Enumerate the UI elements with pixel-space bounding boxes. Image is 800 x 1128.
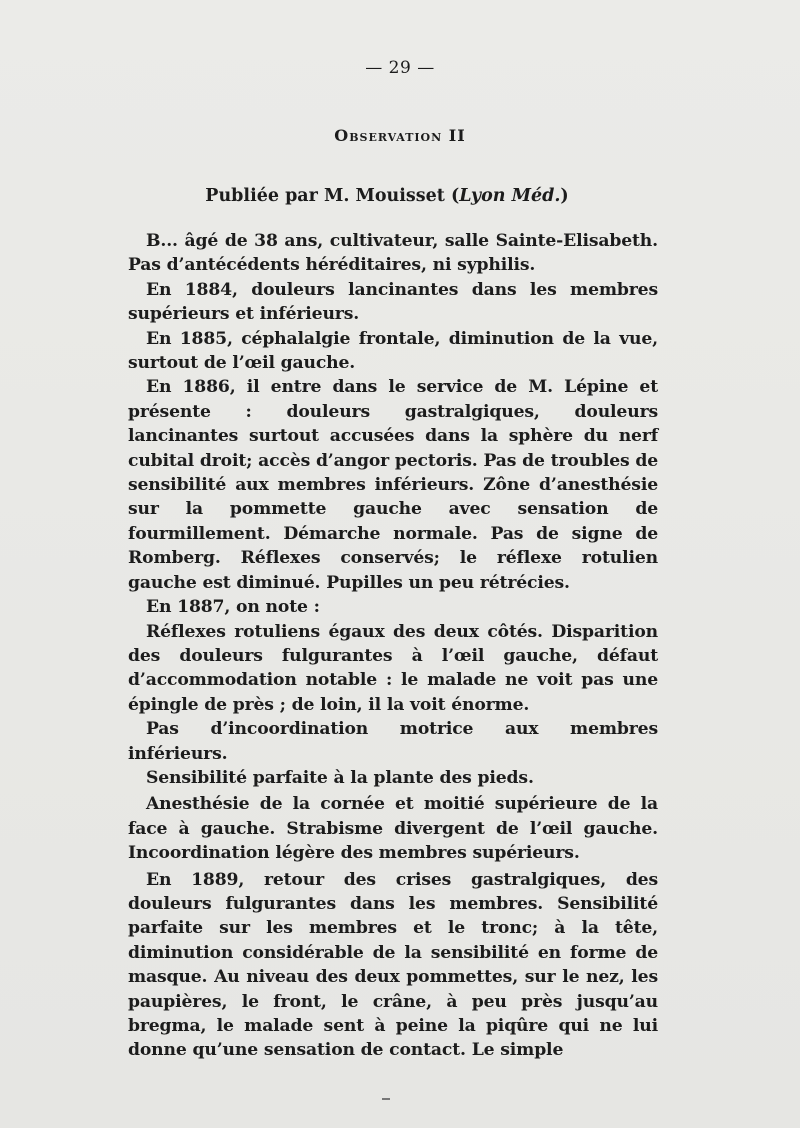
paragraph-1886: En 1886, il entre dans le service de M. Lépine et présente : douleurs gastralgiques, douleurs lancinantes surtout accusées dans la sphère du nerf cubital droit; accès d’angor pectoris. Pas de troubles de sensibilité aux membres inférieurs. Zône d’anesthésie sur la pommette gauche avec sensation de fourmillement. Démarche normale. Pas de signe de Romberg. Réflexes conservés; le réflexe rotulien gauche est diminué. Pupilles un peu rétrécies. — [128, 377, 658, 593]
paragraph-sensibility: Sensibilité parfaite à la plante des pieds. — [146, 767, 534, 788]
source-journal: Lyon Méd. — [459, 186, 561, 206]
source-suffix: ) — [560, 186, 569, 206]
source-line — [0, 186, 774, 206]
paragraph-1885: En 1885, céphalalgie frontale, diminution de la vue, surtout de l’œil gauche. — [128, 328, 658, 374]
paragraph-coordination: Pas d’incoordination motrice aux membres inférieurs. — [128, 719, 658, 764]
page-mark — [382, 1098, 390, 1100]
paragraph-1887-intro: En 1887, on note : — [146, 597, 320, 618]
paragraph-reflexes: Réflexes rotuliens égaux des deux côtés. Disparition des douleurs fulgurantes à l’œil gauche, défaut d’accommodation notable : le malade ne voit pas une épingle de près ; de loin, il la voit énorme. — [128, 621, 658, 715]
paragraph-intro: B... âgé de 38 ans, cultivateur, salle Sainte-Elisabeth. Pas d’antécédents héréditaires, ni syphilis. — [128, 231, 658, 276]
source-prefix: Publiée par M. Mouisset ( — [205, 186, 460, 206]
observation-body — [128, 229, 658, 1063]
paragraph-anesthesia: Anesthésie de la cornée et moitié supérieure de la face à gauche. Strabisme divergent de l’œil gauche. Incoordination légère des membres supérieurs. — [128, 794, 658, 864]
page-number: — 29 — — [365, 58, 435, 78]
paragraph-1889: En 1889, retour des crises gastralgiques, des douleurs fulgurantes dans les membres. Sensibilité parfaite sur les membres et le tronc; à la tête, diminution considérable de la sensibilité en forme de masque. Au niveau des deux pommettes, sur le nez, les paupières, le front, le crâne, à peu près jusqu’au bregma, le malade sent à peine la piqûre qui ne lui donne qu’une sensation de contact. Le simple — [128, 869, 658, 1061]
paragraph-1884: En 1884, douleurs lancinantes dans les membres supérieurs et inférieurs. — [128, 279, 658, 325]
observation-title: Observation II — [334, 126, 466, 145]
